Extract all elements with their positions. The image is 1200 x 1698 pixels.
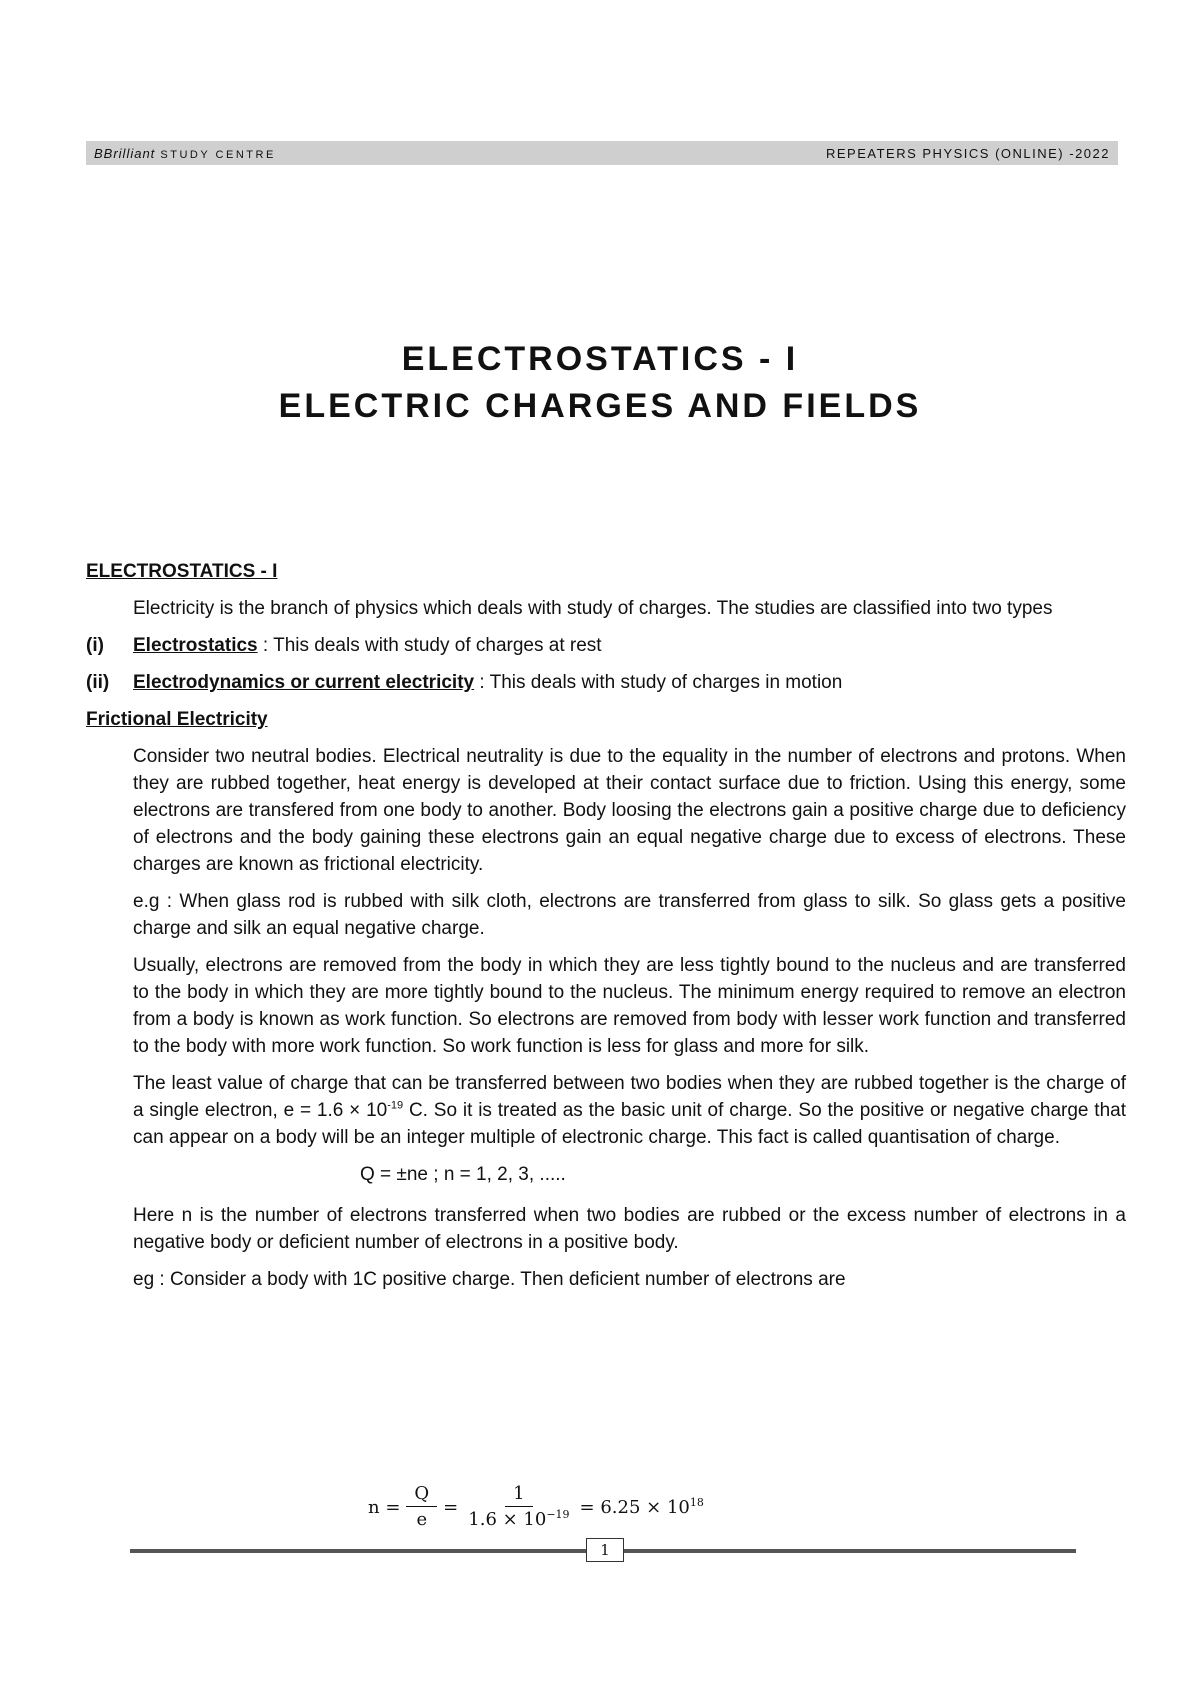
fraction-denominator: e	[416, 1509, 428, 1530]
list-number: (ii)	[86, 672, 110, 693]
page-header	[86, 141, 1118, 165]
page-number: 1	[586, 1538, 624, 1562]
list-description: : This deals with study of charges in motion	[474, 672, 843, 693]
document-title-line1: ELECTROSTATICS - I	[401, 340, 799, 378]
section-heading-electrostatics: ELECTROSTATICS - I	[86, 561, 278, 582]
fraction-numerator: 1	[505, 1482, 532, 1507]
formula-lhs: n =	[368, 1497, 401, 1518]
document-title-line2: ELECTRIC CHARGES AND FIELDS	[278, 387, 922, 425]
paragraph-work-function: Usually, electrons are removed from the body in which they are less tightly bound to the nucleus and are transferred to the body in which they are more tightly bound to the nucleus. The minimum energy required to remove an electron from a body is known as work function. So electrons are removed from body with lesser work function and transferred to the body with more work function. So work function is less for glass and more for silk.	[133, 955, 1126, 1057]
fraction-numerator: Q	[406, 1482, 437, 1507]
quantisation-text-a: The least value of charge that can be transferred between two bodies when they are rubbed together is the charge of a single electron, e = 1.6 × 10	[133, 1073, 1126, 1121]
paragraph-n-definition: Here n is the number of electrons transferred when two bodies are rubbed or the excess number of electrons in a negative body or deficient number of electrons in a positive body.	[133, 1205, 1126, 1253]
list-term: Electrodynamics or current electricity	[133, 672, 475, 693]
list-description: : This deals with study of charges at rest	[257, 635, 602, 656]
fraction-one-over-charge	[464, 1482, 573, 1533]
paragraph-neutral-bodies: Consider two neutral bodies. Electrical neutrality is due to the equality in the number of electrons and protons. When they are rubbed together, heat energy is developed at their contact surface due to friction. Using this energy, some electrons are transfered from one body to another. Body loosing the electrons gain a positive charge due to deficiency of electrons and the body gaining these electrons gain an equal negative charge due to excess of electrons. These charges are known as frictional electricity.	[133, 746, 1126, 875]
quantisation-text-b: C. So it is treated as the basic unit of charge. So the positive or negative charge that can appear on a body will be an integer multiple of electronic charge. This fact is called quantisation of charge.	[133, 1100, 1126, 1148]
section-heading-frictional: Frictional Electricity	[86, 709, 268, 730]
formula-result	[580, 1497, 704, 1518]
main-content	[86, 558, 1126, 1303]
fraction-q-over-e	[406, 1482, 437, 1533]
list-item	[86, 669, 1126, 696]
brand-subtitle: STUDY CENTRE	[160, 148, 276, 161]
fraction-denominator	[464, 1507, 573, 1533]
brand-italic: BBrilliant	[94, 145, 156, 161]
exponent: −19	[546, 1508, 570, 1521]
list-term: Electrostatics	[133, 635, 258, 656]
paragraph-quantisation	[133, 1070, 1126, 1151]
result-base: = 6.25 × 10	[579, 1497, 690, 1518]
list-number: (i)	[86, 635, 104, 656]
list-item	[86, 632, 1126, 659]
paragraph-example-1c: eg : Consider a body with 1C positive charge. Then deficient number of electrons are	[133, 1269, 846, 1290]
course-name: REPEATERS PHYSICS (ONLINE) -2022	[826, 145, 1110, 161]
denominator-base: 1.6 × 10	[468, 1509, 547, 1530]
brand-name	[94, 146, 276, 161]
exponent: -19	[387, 1099, 404, 1112]
intro-paragraph: Electricity is the branch of physics which deals with study of charges. The studies are classified into two types	[133, 598, 1053, 619]
electron-count-formula	[368, 1482, 704, 1533]
quantisation-equation: Q = ±ne ; n = 1, 2, 3, .....	[360, 1164, 566, 1185]
paragraph-glass-example: e.g : When glass rod is rubbed with silk cloth, electrons are transferred from glass to silk. So glass gets a positive charge and silk an equal negative charge.	[133, 891, 1126, 939]
exponent: 18	[689, 1496, 704, 1509]
equals-sign: =	[443, 1497, 459, 1518]
